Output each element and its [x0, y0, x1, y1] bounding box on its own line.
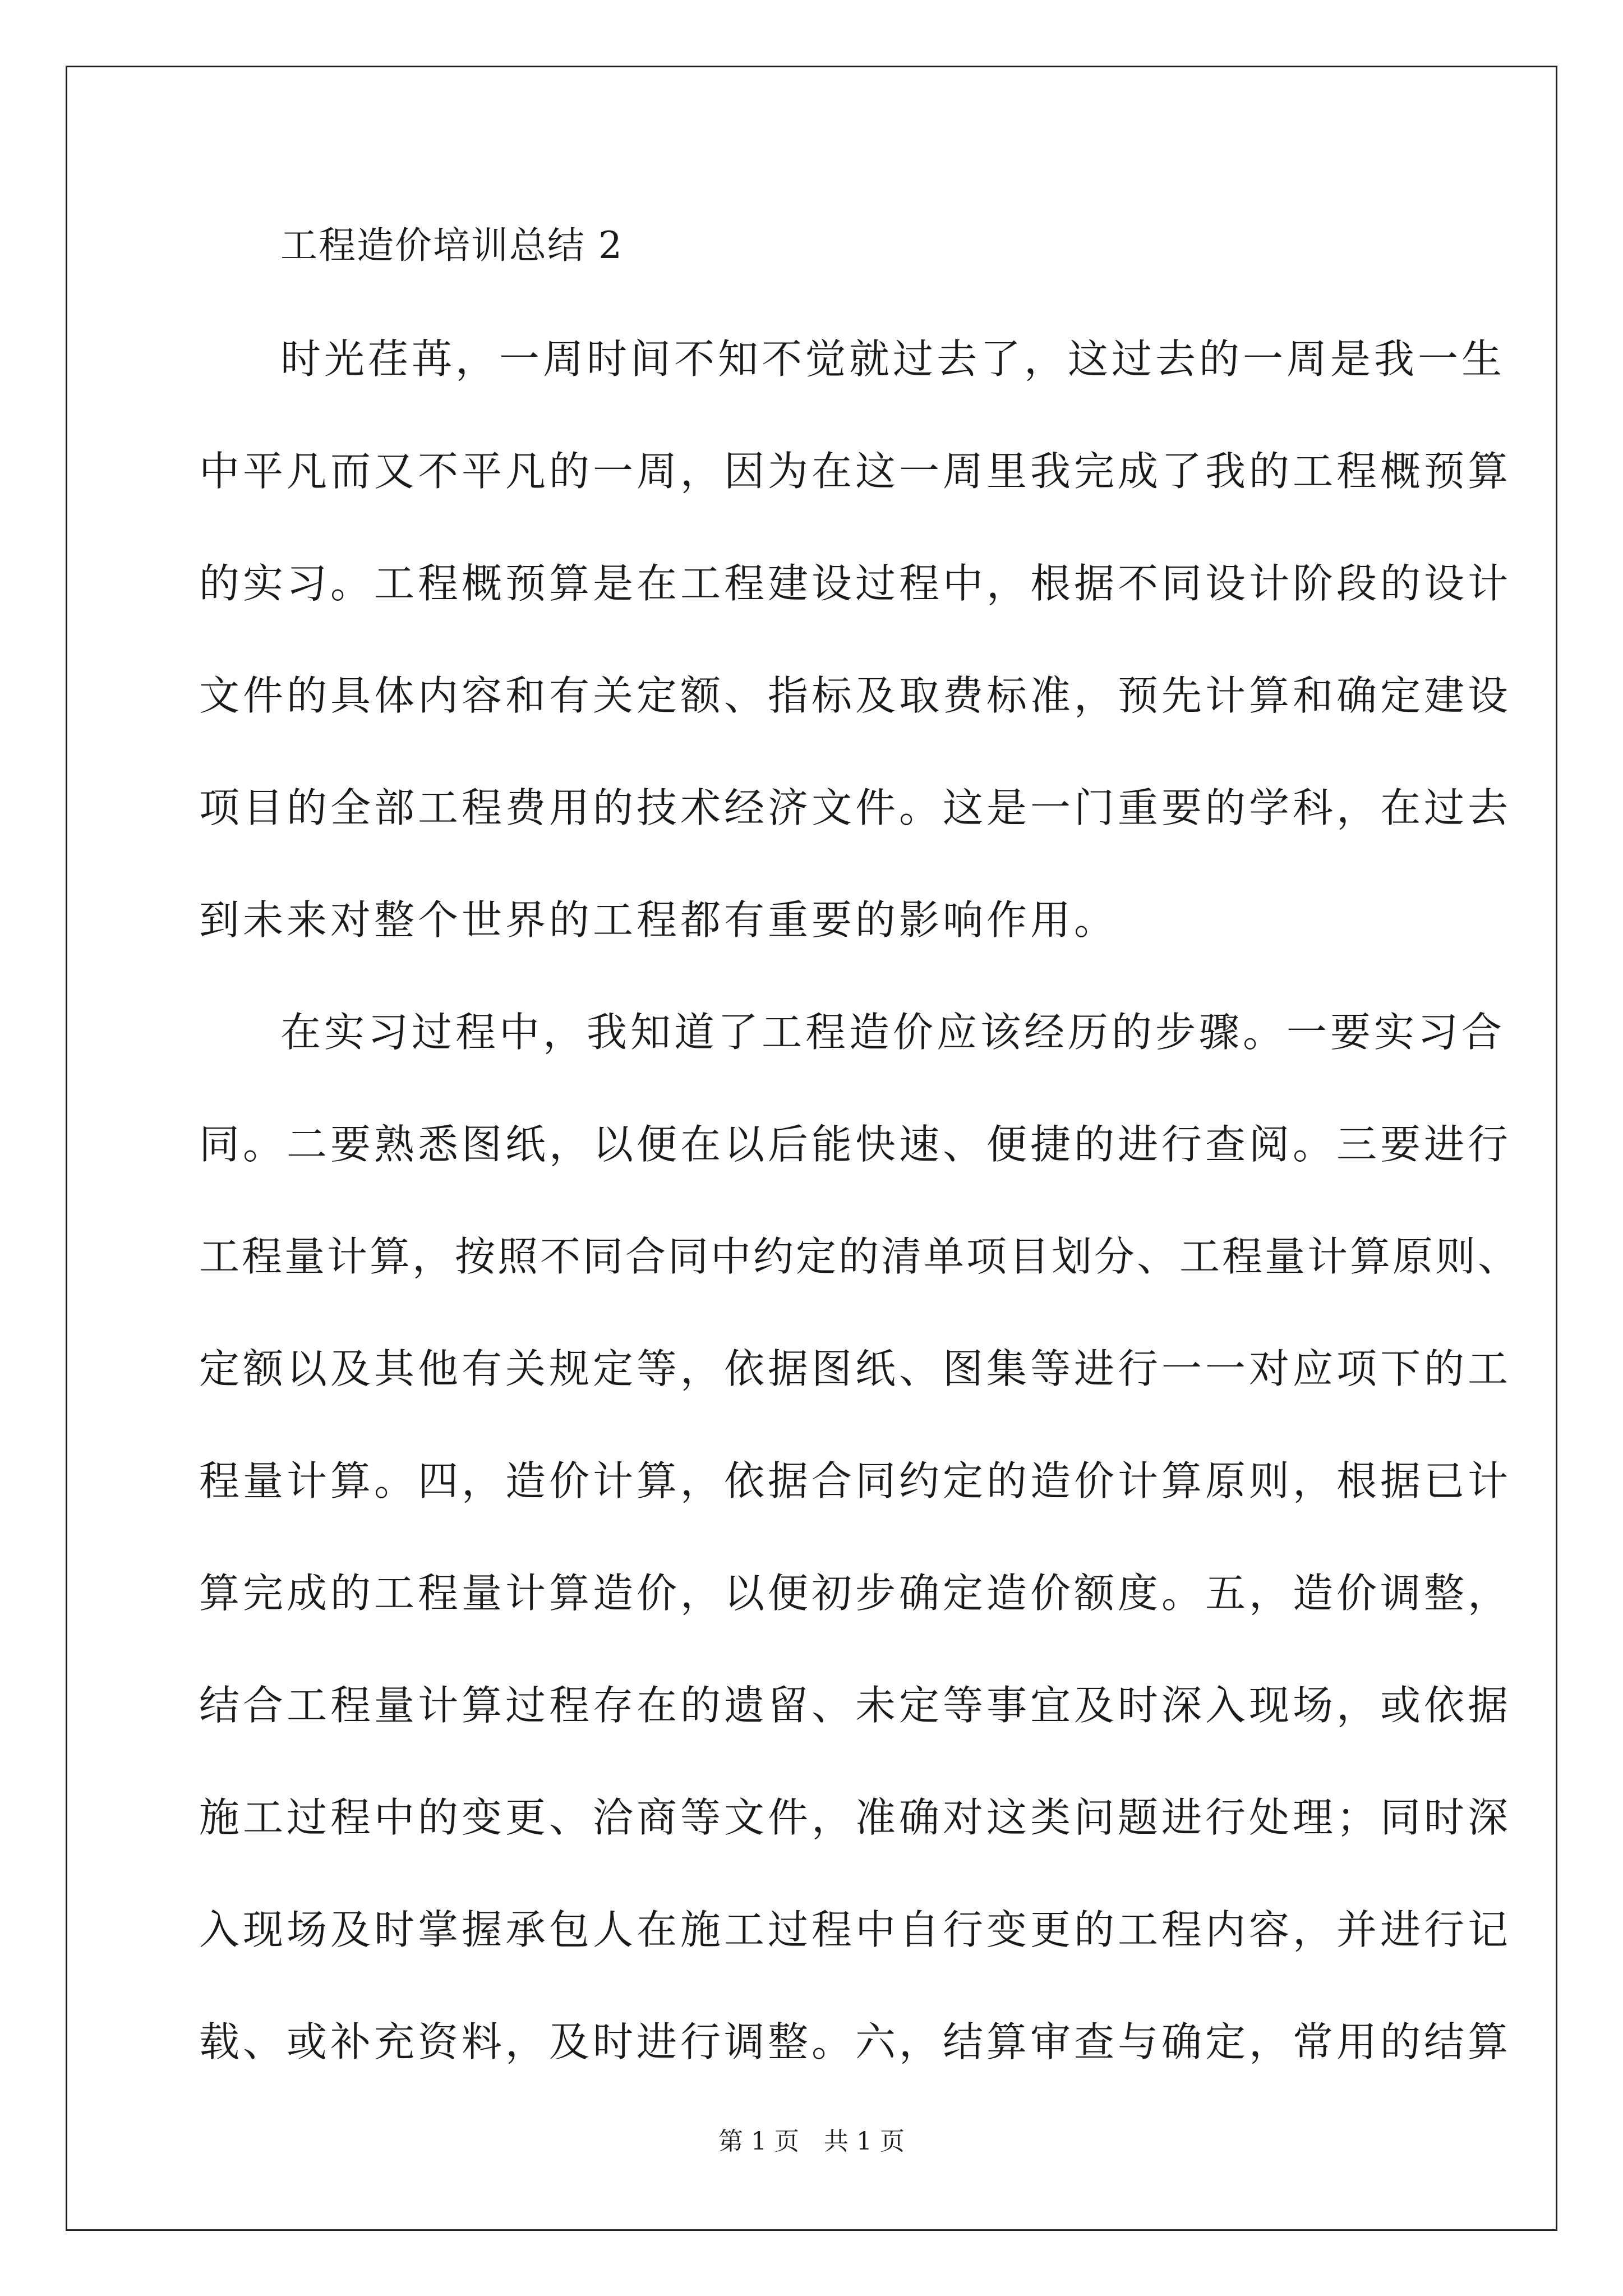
paragraph-2-line-6: 算完成的工程量计算造价，以便初步确定造价额度。五，造价调整， — [199, 1570, 1512, 1617]
paragraph-2-line-8: 施工过程中的变更、洽商等文件，准确对这类问题进行处理；同时深 — [199, 1794, 1512, 1841]
paragraph-1-line-4: 文件的具体内容和有关定额、指标及取费标准，预先计算和确定建设 — [199, 672, 1512, 719]
paragraph-2-line-9: 入现场及时掌握承包人在施工过程中自行变更的工程内容，并进行记 — [199, 1906, 1512, 1953]
paragraph-2-line-3: 工程量计算，按照不同合同中约定的清单项目划分、工程量计算原则、 — [199, 1233, 1521, 1280]
paragraph-2-line-1: 在实习过程中，我知道了工程造价应该经历的步骤。一要实习合 — [280, 1009, 1506, 1056]
paragraph-2-line-7: 结合工程量计算过程存在的遗留、未定等事宜及时深入现场，或依据 — [199, 1682, 1512, 1729]
paragraph-1-line-2: 中平凡而又不平凡的一周，因为在这一周里我完成了我的工程概预算 — [199, 448, 1512, 495]
paragraph-2-line-5: 程量计算。四，造价计算，依据合同约定的造价计算原则，根据已计 — [199, 1457, 1512, 1504]
paragraph-1-line-1: 时光荏苒，一周时间不知不觉就过去了，这过去的一周是我一生 — [280, 335, 1506, 383]
paragraph-2-line-2: 同。二要熟悉图纸，以便在以后能快速、便捷的进行查阅。三要进行 — [199, 1121, 1512, 1168]
paragraph-2-line-10: 载、或补充资料，及时进行调整。六，结算审查与确定，常用的结算 — [199, 2018, 1512, 2065]
paragraph-1-line-5: 项目的全部工程费用的技术经济文件。这是一门重要的学科，在过去 — [199, 784, 1512, 831]
paragraph-2-line-4: 定额以及其他有关规定等，依据图纸、图集等进行一一对应项下的工 — [199, 1345, 1512, 1392]
page-footer: 第 1 页 共 1 页 — [718, 2127, 905, 2156]
paragraph-1-line-6: 到未来对整个世界的工程都有重要的影响作用。 — [199, 896, 1118, 944]
paragraph-1-line-3: 的实习。工程概预算是在工程建设过程中，根据不同设计阶段的设计 — [199, 560, 1512, 607]
document-title: 工程造价培训总结 2 — [280, 224, 623, 267]
